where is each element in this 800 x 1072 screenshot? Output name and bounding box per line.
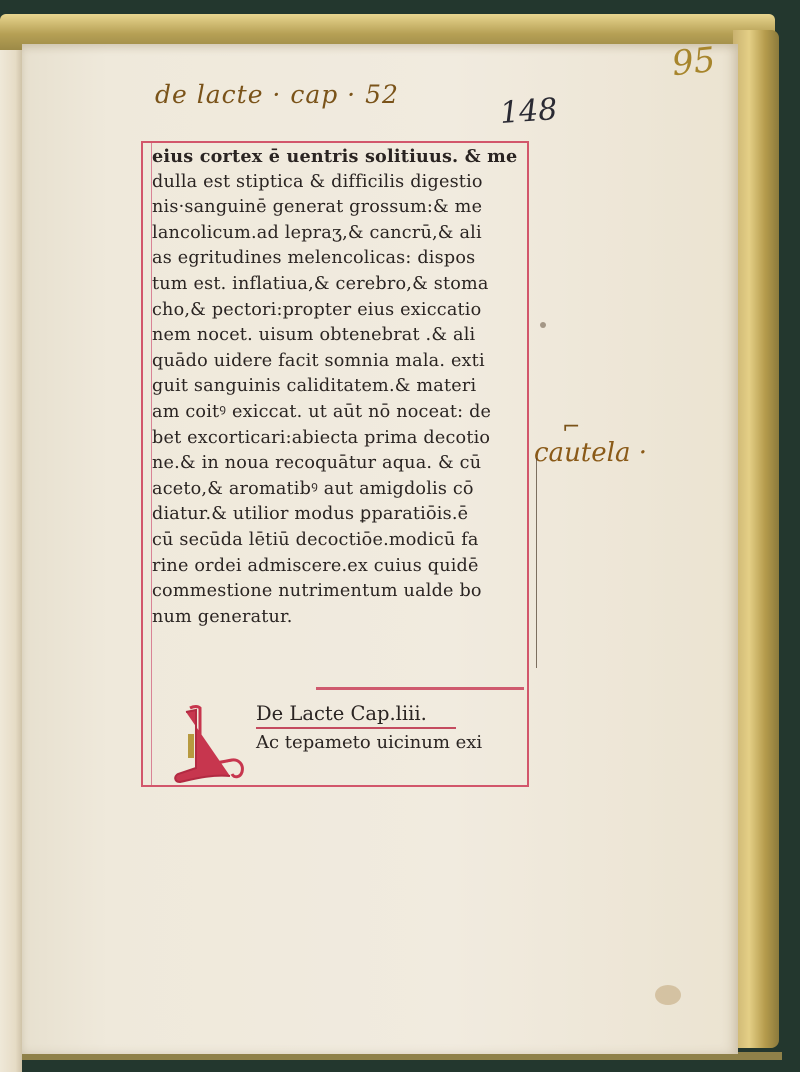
text-line: ne.& in noua recoquātur aqua. & cū	[152, 453, 482, 474]
text-line: am coitꝰ exiccat. ut aūt nō noceat: de	[152, 401, 492, 422]
text-block	[152, 144, 524, 630]
text-line: cū secūda lētiū decoctiōe.modicū fa	[152, 529, 479, 550]
text-line: num generatur.	[152, 606, 293, 627]
marginal-annotation: cautela ·	[534, 438, 647, 468]
text-line: lancolicum.ad lepraʒ,& cancrū,& ali	[152, 222, 482, 243]
margin-bracket-line	[526, 458, 537, 668]
handwritten-page-number: 148	[498, 92, 559, 131]
text-line: nem nocet. uisum obtenebrat .& ali	[152, 325, 476, 346]
foxing-spot	[540, 322, 546, 328]
text-line: commestione nutrimentum ualde bo	[152, 581, 482, 602]
text-line: bet excorticari:abiecta prima decotio	[152, 427, 491, 448]
chapter-heading: De Lacte Cap.liii.	[256, 702, 427, 725]
text-line: rine ordei admiscere.ex cuius quidē	[152, 555, 479, 576]
gilt-edge-right	[733, 30, 779, 1048]
text-line: guit sanguinis caliditatem.& materi	[152, 376, 477, 397]
text-line: eius cortex ē uentris solitiuus. & me	[152, 146, 518, 167]
foxing-spot	[655, 985, 681, 1005]
initial-letter: L	[170, 704, 171, 705]
text-line: quādo uidere facit somnia mala. exti	[152, 350, 485, 371]
text-line: diatur.& utilior modus ꝑparatiōis.ē	[152, 504, 469, 525]
text-line: tum est. inflatiua,& cerebro,& stoma	[152, 273, 489, 294]
text-line: nis·sanguinē generat grossum:& me	[152, 197, 483, 218]
text-line: cho,& pectori:propter eius exiccatio	[152, 299, 482, 320]
margin-tick-mark: ⌐	[562, 415, 581, 440]
chapter-first-line: Ac tepameto uicinum exi	[256, 732, 483, 753]
facing-page-edge	[0, 40, 22, 1072]
line-filler-rule	[316, 687, 524, 690]
text-line: as egritudines melencolicas: dispos	[152, 248, 476, 269]
text-line: aceto,& aromatibꝰ aut amigdolis cō	[152, 478, 474, 499]
text-line: dulla est stiptica & difficilis digestio	[152, 171, 483, 192]
rubricated-initial	[170, 704, 250, 788]
handwritten-running-note: de lacte · cap · 52	[155, 80, 399, 109]
chapter-heading-underline	[256, 727, 456, 729]
folio-number: 95	[670, 39, 718, 85]
